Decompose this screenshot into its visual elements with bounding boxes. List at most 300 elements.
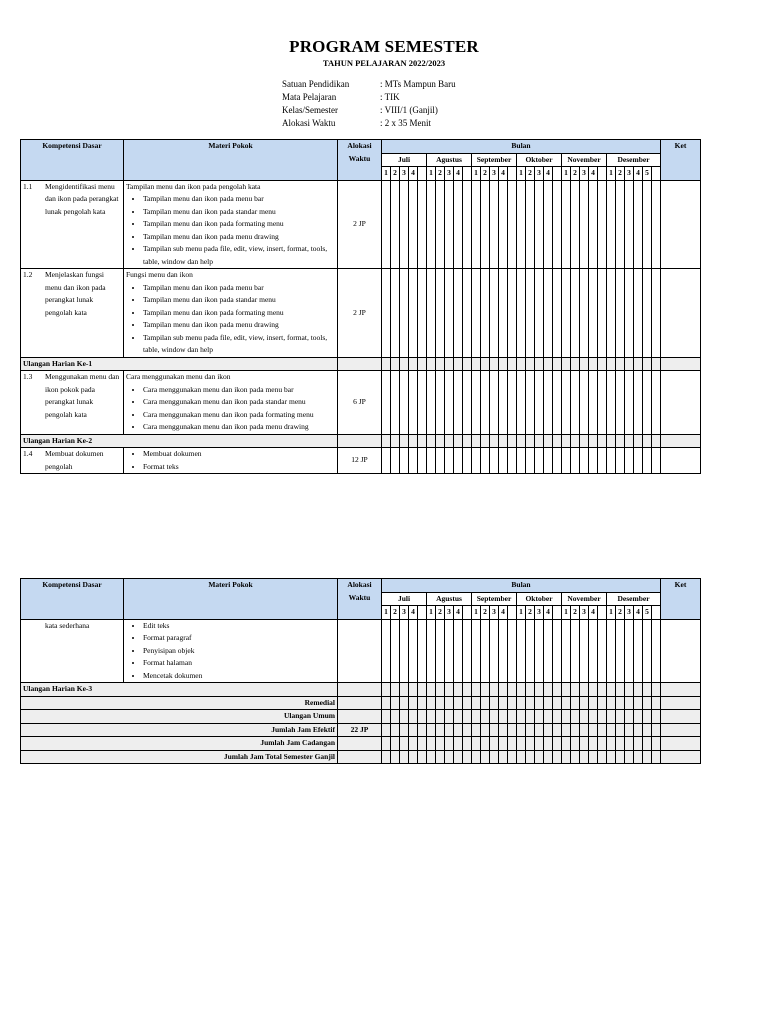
week-cell — [553, 710, 562, 724]
week-cell — [517, 737, 526, 751]
materi-item: • Tampilan menu dan ikon pada formating menu — [143, 218, 335, 231]
week-cell — [634, 723, 643, 737]
week-cell — [571, 269, 580, 358]
week-cell — [652, 683, 661, 697]
week-spacer — [553, 167, 562, 181]
week-cell — [562, 448, 571, 474]
meta-label: Alokasi Waktu — [282, 118, 336, 128]
kd-row — [21, 448, 701, 474]
week-number: 5 — [643, 167, 652, 181]
week-cell — [382, 448, 391, 474]
week-cell — [652, 619, 661, 683]
week-cell — [427, 269, 436, 358]
materi-pokok-cell — [124, 448, 338, 474]
materi-item: • Cara menggunakan menu dan ikon pada menu drawing — [143, 421, 335, 434]
week-cell — [382, 683, 391, 697]
materi-list — [126, 384, 335, 434]
week-cell — [589, 269, 598, 358]
week-cell — [508, 434, 517, 448]
week-cell — [571, 696, 580, 710]
week-cell — [526, 750, 535, 764]
meta-label: Kelas/Semester — [282, 105, 338, 115]
week-number: 2 — [391, 167, 400, 181]
week-cell — [409, 371, 418, 435]
alokasi-waktu-cell: 12 JP — [338, 448, 382, 474]
week-cell — [625, 737, 634, 751]
summary-alokasi — [338, 710, 382, 724]
week-cell — [490, 737, 499, 751]
week-number: 3 — [400, 606, 409, 620]
month-header-desember: Desember — [607, 592, 661, 606]
summary-alokasi — [338, 750, 382, 764]
week-cell — [499, 683, 508, 697]
week-cell — [562, 710, 571, 724]
week-cell — [589, 750, 598, 764]
week-number: 3 — [535, 167, 544, 181]
week-number: 2 — [481, 606, 490, 620]
summary-alokasi — [338, 696, 382, 710]
week-cell — [508, 371, 517, 435]
week-cell — [463, 683, 472, 697]
materi-pokok-cell — [124, 619, 338, 683]
week-cell — [580, 619, 589, 683]
materi-item: • Membuat dokumen — [143, 448, 335, 461]
week-cell — [391, 269, 400, 358]
week-cell — [580, 371, 589, 435]
week-cell — [517, 619, 526, 683]
alokasi-waktu-cell: 2 JP — [338, 180, 382, 269]
materi-item: • Edit teks — [143, 620, 335, 633]
week-cell — [517, 371, 526, 435]
week-cell — [463, 750, 472, 764]
kompetensi-dasar-cell — [21, 619, 124, 683]
materi-item: • Tampilan menu dan ikon pada standar menu — [143, 294, 335, 307]
week-cell — [562, 619, 571, 683]
week-cell — [490, 269, 499, 358]
week-cell — [436, 723, 445, 737]
week-number: 2 — [391, 606, 400, 620]
week-cell — [418, 448, 427, 474]
week-cell — [625, 723, 634, 737]
week-cell — [562, 683, 571, 697]
week-cell — [544, 448, 553, 474]
week-cell — [589, 619, 598, 683]
week-cell — [544, 696, 553, 710]
week-cell — [391, 710, 400, 724]
month-header-juli: Juli — [382, 153, 427, 167]
ket-cell — [661, 180, 701, 269]
materi-pokok-cell — [124, 371, 338, 435]
week-cell — [562, 696, 571, 710]
ulangan-harian-row — [21, 683, 701, 697]
week-cell — [445, 180, 454, 269]
kd-row — [21, 180, 701, 269]
week-cell — [427, 371, 436, 435]
week-cell — [526, 696, 535, 710]
week-cell — [508, 180, 517, 269]
alokasi-waktu-cell: 2 JP — [338, 269, 382, 358]
week-cell — [544, 434, 553, 448]
week-cell — [382, 723, 391, 737]
month-header-oktober: Oktober — [517, 153, 562, 167]
week-spacer — [463, 606, 472, 620]
week-cell — [454, 710, 463, 724]
month-header-agustus: Agustus — [427, 592, 472, 606]
week-cell — [571, 723, 580, 737]
kd-text: Membuat dokumen pengolah — [45, 449, 104, 471]
week-cell — [580, 434, 589, 448]
week-cell — [409, 710, 418, 724]
week-cell — [580, 710, 589, 724]
week-cell — [490, 683, 499, 697]
week-cell — [643, 180, 652, 269]
week-cell — [400, 371, 409, 435]
kd-row — [21, 619, 701, 683]
week-cell — [499, 180, 508, 269]
week-cell — [454, 696, 463, 710]
week-cell — [607, 737, 616, 751]
week-cell — [382, 180, 391, 269]
week-cell — [409, 269, 418, 358]
week-cell — [382, 737, 391, 751]
week-cell — [481, 180, 490, 269]
header-alokasi-waktu: Alokasi Waktu — [338, 140, 382, 181]
week-cell — [535, 371, 544, 435]
week-cell — [454, 357, 463, 371]
week-cell — [562, 434, 571, 448]
week-cell — [418, 619, 427, 683]
week-number: 1 — [427, 167, 436, 181]
week-cell — [589, 737, 598, 751]
week-cell — [598, 269, 607, 358]
week-cell — [508, 357, 517, 371]
week-cell — [589, 357, 598, 371]
week-cell — [652, 269, 661, 358]
week-cell — [517, 434, 526, 448]
week-cell — [400, 683, 409, 697]
week-cell — [652, 710, 661, 724]
week-cell — [481, 723, 490, 737]
week-cell — [427, 448, 436, 474]
week-cell — [625, 180, 634, 269]
week-cell — [463, 696, 472, 710]
week-number: 2 — [571, 606, 580, 620]
alokasi-waktu-cell — [338, 683, 382, 697]
week-cell — [526, 619, 535, 683]
week-cell — [508, 269, 517, 358]
week-cell — [463, 357, 472, 371]
week-number: 4 — [454, 167, 463, 181]
week-cell — [391, 750, 400, 764]
week-cell — [652, 371, 661, 435]
week-cell — [418, 723, 427, 737]
materi-pokok-cell — [124, 269, 338, 358]
week-cell — [382, 371, 391, 435]
summary-label: Jumlah Jam Total Semester Ganjil — [21, 750, 338, 764]
week-cell — [607, 448, 616, 474]
week-cell — [463, 448, 472, 474]
materi-item: • Tampilan menu dan ikon pada formating menu — [143, 307, 335, 320]
week-cell — [616, 710, 625, 724]
week-cell — [643, 619, 652, 683]
summary-row — [21, 750, 701, 764]
week-cell — [391, 696, 400, 710]
week-cell — [598, 448, 607, 474]
week-cell — [562, 357, 571, 371]
week-cell — [382, 619, 391, 683]
week-cell — [607, 371, 616, 435]
materi-item: • Tampilan sub menu pada file, edit, view, insert, format, tools, table, window dan help — [143, 332, 335, 357]
materi-intro: Cara menggunakan menu dan ikon — [126, 372, 231, 381]
week-number: 2 — [436, 606, 445, 620]
materi-item: • Tampilan menu dan ikon pada menu bar — [143, 282, 335, 295]
week-cell — [508, 723, 517, 737]
materi-item: • Cara menggunakan menu dan ikon pada menu bar — [143, 384, 335, 397]
week-cell — [517, 696, 526, 710]
ulangan-harian-row — [21, 357, 701, 371]
week-cell — [472, 448, 481, 474]
week-cell — [454, 683, 463, 697]
header-row — [21, 140, 701, 154]
week-cell — [598, 723, 607, 737]
week-cell — [400, 696, 409, 710]
ket-cell — [661, 269, 701, 358]
week-cell — [625, 448, 634, 474]
ket-cell — [661, 434, 701, 448]
week-cell — [436, 710, 445, 724]
week-cell — [427, 710, 436, 724]
week-cell — [508, 448, 517, 474]
week-cell — [553, 750, 562, 764]
kd-number — [23, 620, 45, 633]
week-cell — [535, 710, 544, 724]
meta-row — [282, 104, 456, 117]
week-cell — [418, 371, 427, 435]
week-cell — [472, 434, 481, 448]
week-cell — [625, 710, 634, 724]
week-cell — [571, 357, 580, 371]
ulangan-harian-label: Ulangan Harian Ke-2 — [21, 434, 338, 448]
week-cell — [418, 737, 427, 751]
materi-item: • Tampilan menu dan ikon pada menu bar — [143, 193, 335, 206]
week-cell — [526, 723, 535, 737]
week-cell — [580, 750, 589, 764]
week-cell — [571, 737, 580, 751]
week-number: 1 — [607, 167, 616, 181]
week-cell — [580, 448, 589, 474]
week-cell — [517, 448, 526, 474]
week-cell — [544, 180, 553, 269]
week-cell — [535, 683, 544, 697]
week-number: 3 — [445, 606, 454, 620]
week-cell — [508, 737, 517, 751]
week-number: 5 — [643, 606, 652, 620]
week-cell — [526, 371, 535, 435]
week-cell — [436, 434, 445, 448]
week-cell — [589, 696, 598, 710]
week-cell — [526, 710, 535, 724]
week-cell — [427, 723, 436, 737]
document-title: PROGRAM SEMESTER — [289, 37, 479, 56]
materi-item: • Cara menggunakan menu dan ikon pada standar menu — [143, 396, 335, 409]
week-cell — [454, 619, 463, 683]
week-cell — [445, 619, 454, 683]
week-cell — [535, 357, 544, 371]
week-spacer — [508, 606, 517, 620]
week-cell — [463, 619, 472, 683]
kd-text: kata sederhana — [45, 620, 90, 630]
week-cell — [481, 434, 490, 448]
week-cell — [643, 448, 652, 474]
materi-item: • Tampilan menu dan ikon pada menu drawing — [143, 319, 335, 332]
month-header-juli: Juli — [382, 592, 427, 606]
week-cell — [643, 723, 652, 737]
week-number: 2 — [526, 167, 535, 181]
week-cell — [463, 723, 472, 737]
header-alokasi-waktu: Alokasi Waktu — [338, 579, 382, 620]
week-cell — [526, 180, 535, 269]
week-cell — [634, 434, 643, 448]
week-cell — [499, 710, 508, 724]
week-cell — [544, 750, 553, 764]
week-cell — [571, 434, 580, 448]
week-cell — [499, 737, 508, 751]
week-cell — [436, 448, 445, 474]
week-cell — [427, 696, 436, 710]
week-cell — [391, 683, 400, 697]
week-cell — [400, 269, 409, 358]
week-cell — [436, 619, 445, 683]
month-header-november: November — [562, 592, 607, 606]
week-number: 1 — [427, 606, 436, 620]
week-cell — [553, 448, 562, 474]
week-cell — [589, 371, 598, 435]
week-cell — [607, 683, 616, 697]
week-number: 3 — [490, 606, 499, 620]
meta-label: Mata Pelajaran — [282, 92, 337, 102]
week-cell — [535, 696, 544, 710]
kd-number: 1.2 — [23, 270, 33, 279]
week-cell — [472, 750, 481, 764]
week-number: 2 — [481, 167, 490, 181]
header-bulan: Bulan — [382, 140, 661, 154]
document-subtitle: TAHUN PELAJARAN 2022/2023 — [322, 58, 446, 68]
week-cell — [508, 683, 517, 697]
week-cell — [580, 180, 589, 269]
week-cell — [427, 737, 436, 751]
ket-cell — [661, 723, 701, 737]
week-cell — [472, 696, 481, 710]
week-cell — [625, 683, 634, 697]
week-cell — [571, 683, 580, 697]
week-cell — [481, 750, 490, 764]
week-cell — [562, 371, 571, 435]
week-cell — [607, 269, 616, 358]
alokasi-waktu-cell — [338, 619, 382, 683]
week-cell — [382, 357, 391, 371]
week-cell — [553, 434, 562, 448]
week-cell — [472, 371, 481, 435]
week-cell — [454, 180, 463, 269]
week-cell — [607, 434, 616, 448]
week-cell — [598, 619, 607, 683]
week-cell — [517, 180, 526, 269]
week-cell — [607, 750, 616, 764]
week-number: 3 — [490, 167, 499, 181]
week-cell — [643, 269, 652, 358]
week-cell — [526, 357, 535, 371]
kd-row — [21, 269, 701, 358]
week-cell — [445, 371, 454, 435]
week-cell — [400, 448, 409, 474]
week-cell — [544, 619, 553, 683]
kd-number: 1.3 — [23, 372, 33, 381]
week-cell — [553, 723, 562, 737]
week-cell — [589, 723, 598, 737]
week-cell — [598, 696, 607, 710]
week-cell — [535, 180, 544, 269]
week-cell — [418, 696, 427, 710]
meta-row — [282, 91, 456, 104]
week-number: 1 — [517, 606, 526, 620]
week-cell — [544, 269, 553, 358]
materi-list — [126, 448, 335, 473]
week-cell — [490, 750, 499, 764]
week-number: 3 — [625, 606, 634, 620]
week-cell — [652, 448, 661, 474]
meta-value: : VIII/1 (Ganjil) — [380, 105, 438, 115]
week-cell — [526, 269, 535, 358]
week-cell — [553, 180, 562, 269]
week-cell — [400, 723, 409, 737]
week-cell — [400, 357, 409, 371]
meta-value: : MTs Mampun Baru — [380, 79, 456, 89]
materi-item: • Format paragraf — [143, 632, 335, 645]
week-cell — [535, 434, 544, 448]
week-cell — [436, 371, 445, 435]
week-cell — [634, 269, 643, 358]
week-cell — [544, 357, 553, 371]
week-cell — [616, 434, 625, 448]
week-cell — [562, 723, 571, 737]
summary-row — [21, 723, 701, 737]
week-spacer — [463, 167, 472, 181]
week-number: 3 — [535, 606, 544, 620]
header-kompetensi-dasar: Kompetensi Dasar — [21, 579, 124, 620]
week-cell — [490, 696, 499, 710]
week-number: 2 — [616, 606, 625, 620]
week-cell — [499, 357, 508, 371]
week-cell — [634, 737, 643, 751]
summary-alokasi — [338, 737, 382, 751]
week-cell — [652, 357, 661, 371]
week-cell — [427, 683, 436, 697]
week-cell — [625, 696, 634, 710]
week-cell — [625, 371, 634, 435]
week-cell — [418, 750, 427, 764]
week-cell — [571, 371, 580, 435]
week-number: 3 — [400, 167, 409, 181]
week-cell — [409, 737, 418, 751]
week-cell — [616, 448, 625, 474]
week-cell — [553, 619, 562, 683]
kompetensi-dasar-cell — [21, 180, 124, 269]
week-number: 1 — [472, 606, 481, 620]
summary-label: Jumlah Jam Cadangan — [21, 737, 338, 751]
week-cell — [418, 683, 427, 697]
week-spacer — [598, 606, 607, 620]
week-cell — [607, 696, 616, 710]
